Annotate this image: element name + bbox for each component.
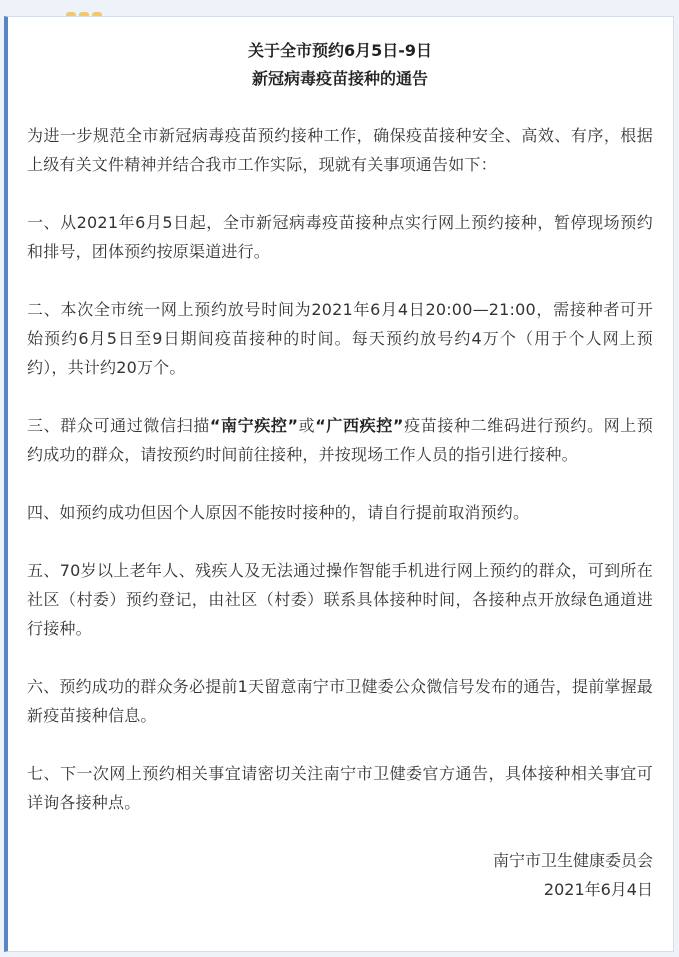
notice-title bbox=[27, 37, 653, 93]
item-7-paragraph: 七、下一次网上预约相关事宜请密切关注南宁市卫健委官方通告，具体接种相关事宜可详询各接种点。 bbox=[27, 764, 653, 812]
item-3-prefix: 三、群众可通过微信扫描 bbox=[27, 416, 210, 435]
item-2-paragraph: 二、本次全市统一网上预约放号时间为2021年6月4日20:00—21:00，需接种者可开始预约6月5日至9日期间疫苗接种的时间。每天预约放号约4万个（用于个人网上预约），共计约20万个。 bbox=[27, 300, 653, 377]
item-5-paragraph: 五、70岁以上老年人、残疾人及无法通过操作智能手机进行网上预约的群众，可到所在社区（村委）预约登记，由社区（村委）联系具体接种时间，各接种点开放绿色通道进行接种。 bbox=[27, 561, 653, 638]
signature-organization: 南宁市卫生健康委员会 bbox=[492, 851, 653, 870]
intro-paragraph: 为进一步规范全市新冠病毒疫苗预约接种工作，确保疫苗接种安全、高效、有序，根据上级有关文件精神并结合我市工作实际，现就有关事项通告如下： bbox=[27, 126, 653, 174]
notice-card bbox=[4, 16, 674, 952]
item-6-paragraph: 六、预约成功的群众务必提前1天留意南宁市卫健委公众微信号发布的通告，提前掌握最新疫苗接种信息。 bbox=[27, 677, 653, 725]
item-4-paragraph: 四、如预约成功但因个人原因不能按时接种的，请自行提前取消预约。 bbox=[27, 503, 530, 522]
item-1-paragraph: 一、从2021年6月5日起，全市新冠病毒疫苗接种点实行网上预约接种，暂停现场预约和排号，团体预约按原渠道进行。 bbox=[27, 213, 653, 261]
guangxi-cdc-name: “广西疾控” bbox=[315, 416, 404, 435]
item-3-mid: 或 bbox=[298, 416, 316, 435]
item-3-suffix: 疫苗接种二维码进行预约。网上预约成功的群众，请按预约时间前往接种，并按现场工作人员的指引进行接种。 bbox=[27, 416, 654, 464]
item-3-paragraph bbox=[27, 411, 653, 469]
title-line-1: 关于全市预约6月5日-9日 bbox=[247, 41, 433, 60]
signature-date: 2021年6月4日 bbox=[543, 880, 653, 899]
signature-block bbox=[27, 846, 653, 904]
nanning-cdc-name: “南宁疾控” bbox=[209, 416, 299, 435]
title-line-2: 新冠病毒疫苗接种的通告 bbox=[251, 69, 428, 88]
